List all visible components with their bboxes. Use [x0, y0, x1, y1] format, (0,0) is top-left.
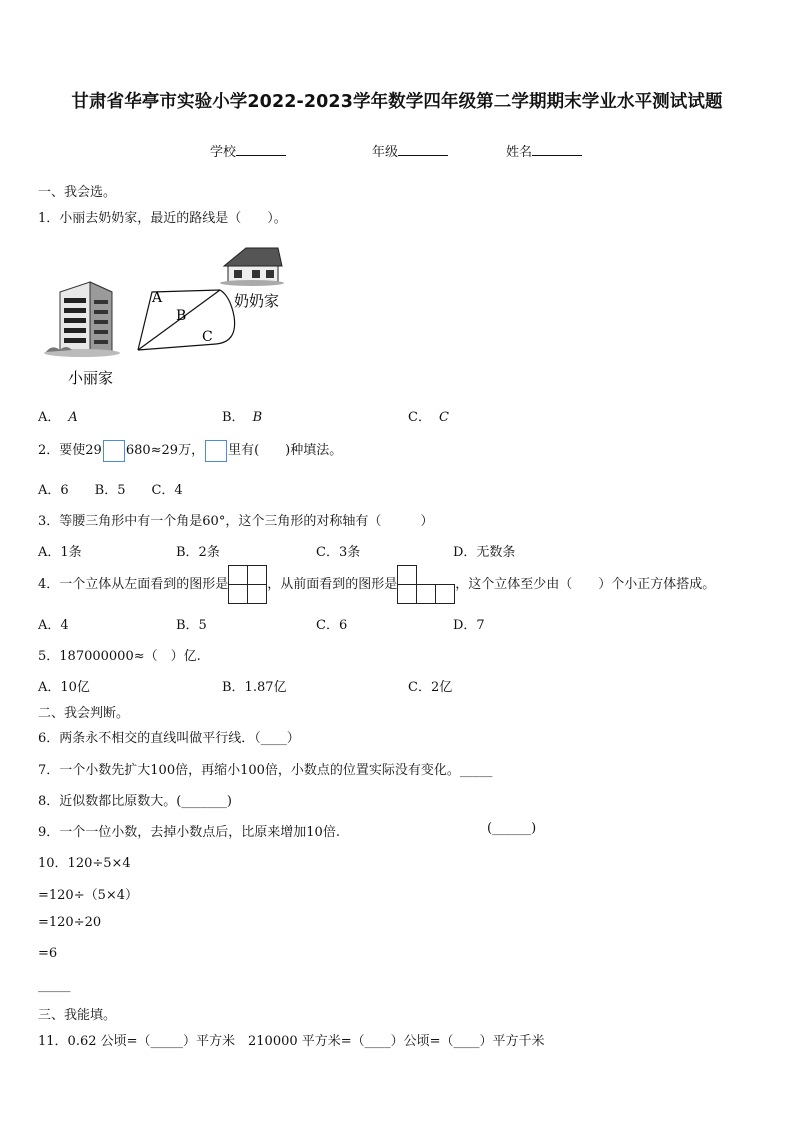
question-8-text[interactable]: 8．近似数都比原数大。(_______) [38, 794, 232, 809]
q3-option-c[interactable]: C．3条 [316, 545, 361, 560]
name-field [506, 141, 582, 160]
front-view-figure [397, 565, 455, 604]
q2-options[interactable]: A．6 B．5 C．4 [38, 483, 183, 498]
question-2-text [38, 439, 342, 462]
question-3-text: 3．等腰三角形中有一个角是60°，这个三角形的对称轴有（ ） [38, 514, 434, 529]
q1-option-a-label: A． [38, 410, 61, 425]
question-9-blank[interactable]: (______) [487, 821, 537, 836]
school-label: 学校 [210, 145, 237, 160]
xiaoli-home-label: 小丽家 [68, 369, 114, 387]
apartment-building-icon [44, 282, 120, 357]
school-field [210, 141, 286, 160]
q10-line-4: =6 [38, 946, 58, 961]
q1-option-c-label: C． [408, 410, 431, 425]
q2-digit-box-ref [205, 440, 227, 462]
q2-digit-box[interactable] [103, 440, 125, 462]
q4-part-1: 4．一个立体从左面看到的图形是 [38, 577, 229, 592]
question-5-text: 5．187000000≈（ ）亿. [38, 649, 201, 664]
q2-part-2: 680≈29万， [125, 443, 205, 458]
question-9-text: 9．一个一位小数，去掉小数点后，比原来增加10倍. [38, 825, 340, 840]
grade-blank[interactable] [398, 143, 448, 156]
q1-option-b-label: B． [222, 410, 245, 425]
q5-option-b[interactable]: B．1.87亿 [222, 680, 287, 695]
question-1-text: 1．小丽去奶奶家，最近的路线是（ ）。 [38, 211, 287, 226]
name-label: 姓名 [506, 145, 533, 160]
section-heading-2: 二、我会判断。 [38, 706, 130, 721]
q1-option-a[interactable] [38, 406, 78, 425]
name-blank[interactable] [532, 143, 582, 156]
q1-option-c-value: C [438, 410, 449, 425]
section-heading-1: 一、我会选。 [38, 185, 117, 200]
route-b-label: B [176, 308, 187, 324]
route-a-label: A [152, 290, 163, 306]
section-heading-3: 三、我能填。 [38, 1008, 117, 1023]
q1-option-b-value: B [252, 410, 263, 425]
q5-option-c[interactable]: C．2亿 [408, 680, 453, 695]
q4-option-c[interactable]: C．6 [316, 618, 348, 633]
q2-part-1: 2．要使29 [38, 443, 102, 458]
q3-option-d[interactable]: D．无数条 [453, 545, 516, 560]
q3-option-b[interactable]: B．2条 [176, 545, 220, 560]
q10-answer-blank[interactable]: _____ [38, 978, 71, 993]
q5-option-a[interactable]: A．10亿 [38, 680, 90, 695]
q1-option-c[interactable] [408, 406, 449, 425]
page-title: 甘肃省华亭市实验小学2022-2023学年数学四年级第二学期期末学业水平测试试题 [71, 92, 723, 112]
q4-part-3: ，这个立体至少由（ ）个小正方体搭成。 [455, 577, 716, 592]
question-11-text[interactable]: 11．0.62 公顷=（_____）平方米 210000 平方米=（____）公顷=（____）平方千米 [38, 1034, 545, 1049]
q3-option-a[interactable]: A．1条 [38, 545, 82, 560]
grade-label: 年级 [372, 145, 399, 160]
school-blank[interactable] [236, 143, 286, 156]
left-view-figure [228, 565, 267, 604]
q10-line-2: =120÷（5×4） [38, 888, 139, 903]
q10-line-3: =120÷20 [38, 915, 102, 930]
q4-option-d[interactable]: D．7 [453, 618, 485, 633]
question-4-text [38, 565, 715, 604]
q10-line-1: 10．120÷5×4 [38, 856, 131, 871]
house-icon [220, 248, 284, 286]
grade-field [372, 141, 448, 160]
q1-option-b[interactable] [222, 406, 262, 425]
q4-option-b[interactable]: B．5 [176, 618, 207, 633]
question-6-text[interactable]: 6．两条永不相交的直线叫做平行线．（____） [38, 731, 300, 746]
q2-part-3: 里有( )种填法。 [228, 443, 343, 458]
route-map-figure [38, 240, 298, 395]
q4-part-2: ，从前面看到的图形是 [267, 577, 398, 592]
q1-option-a-value: A [68, 410, 78, 425]
grandma-home-label: 奶奶家 [234, 292, 280, 310]
q4-option-a[interactable]: A．4 [38, 618, 69, 633]
question-7-text[interactable]: 7．一个小数先扩大100倍，再缩小100倍，小数点的位置实际没有变化。_____ [38, 763, 493, 778]
route-c-label: C [202, 329, 213, 345]
